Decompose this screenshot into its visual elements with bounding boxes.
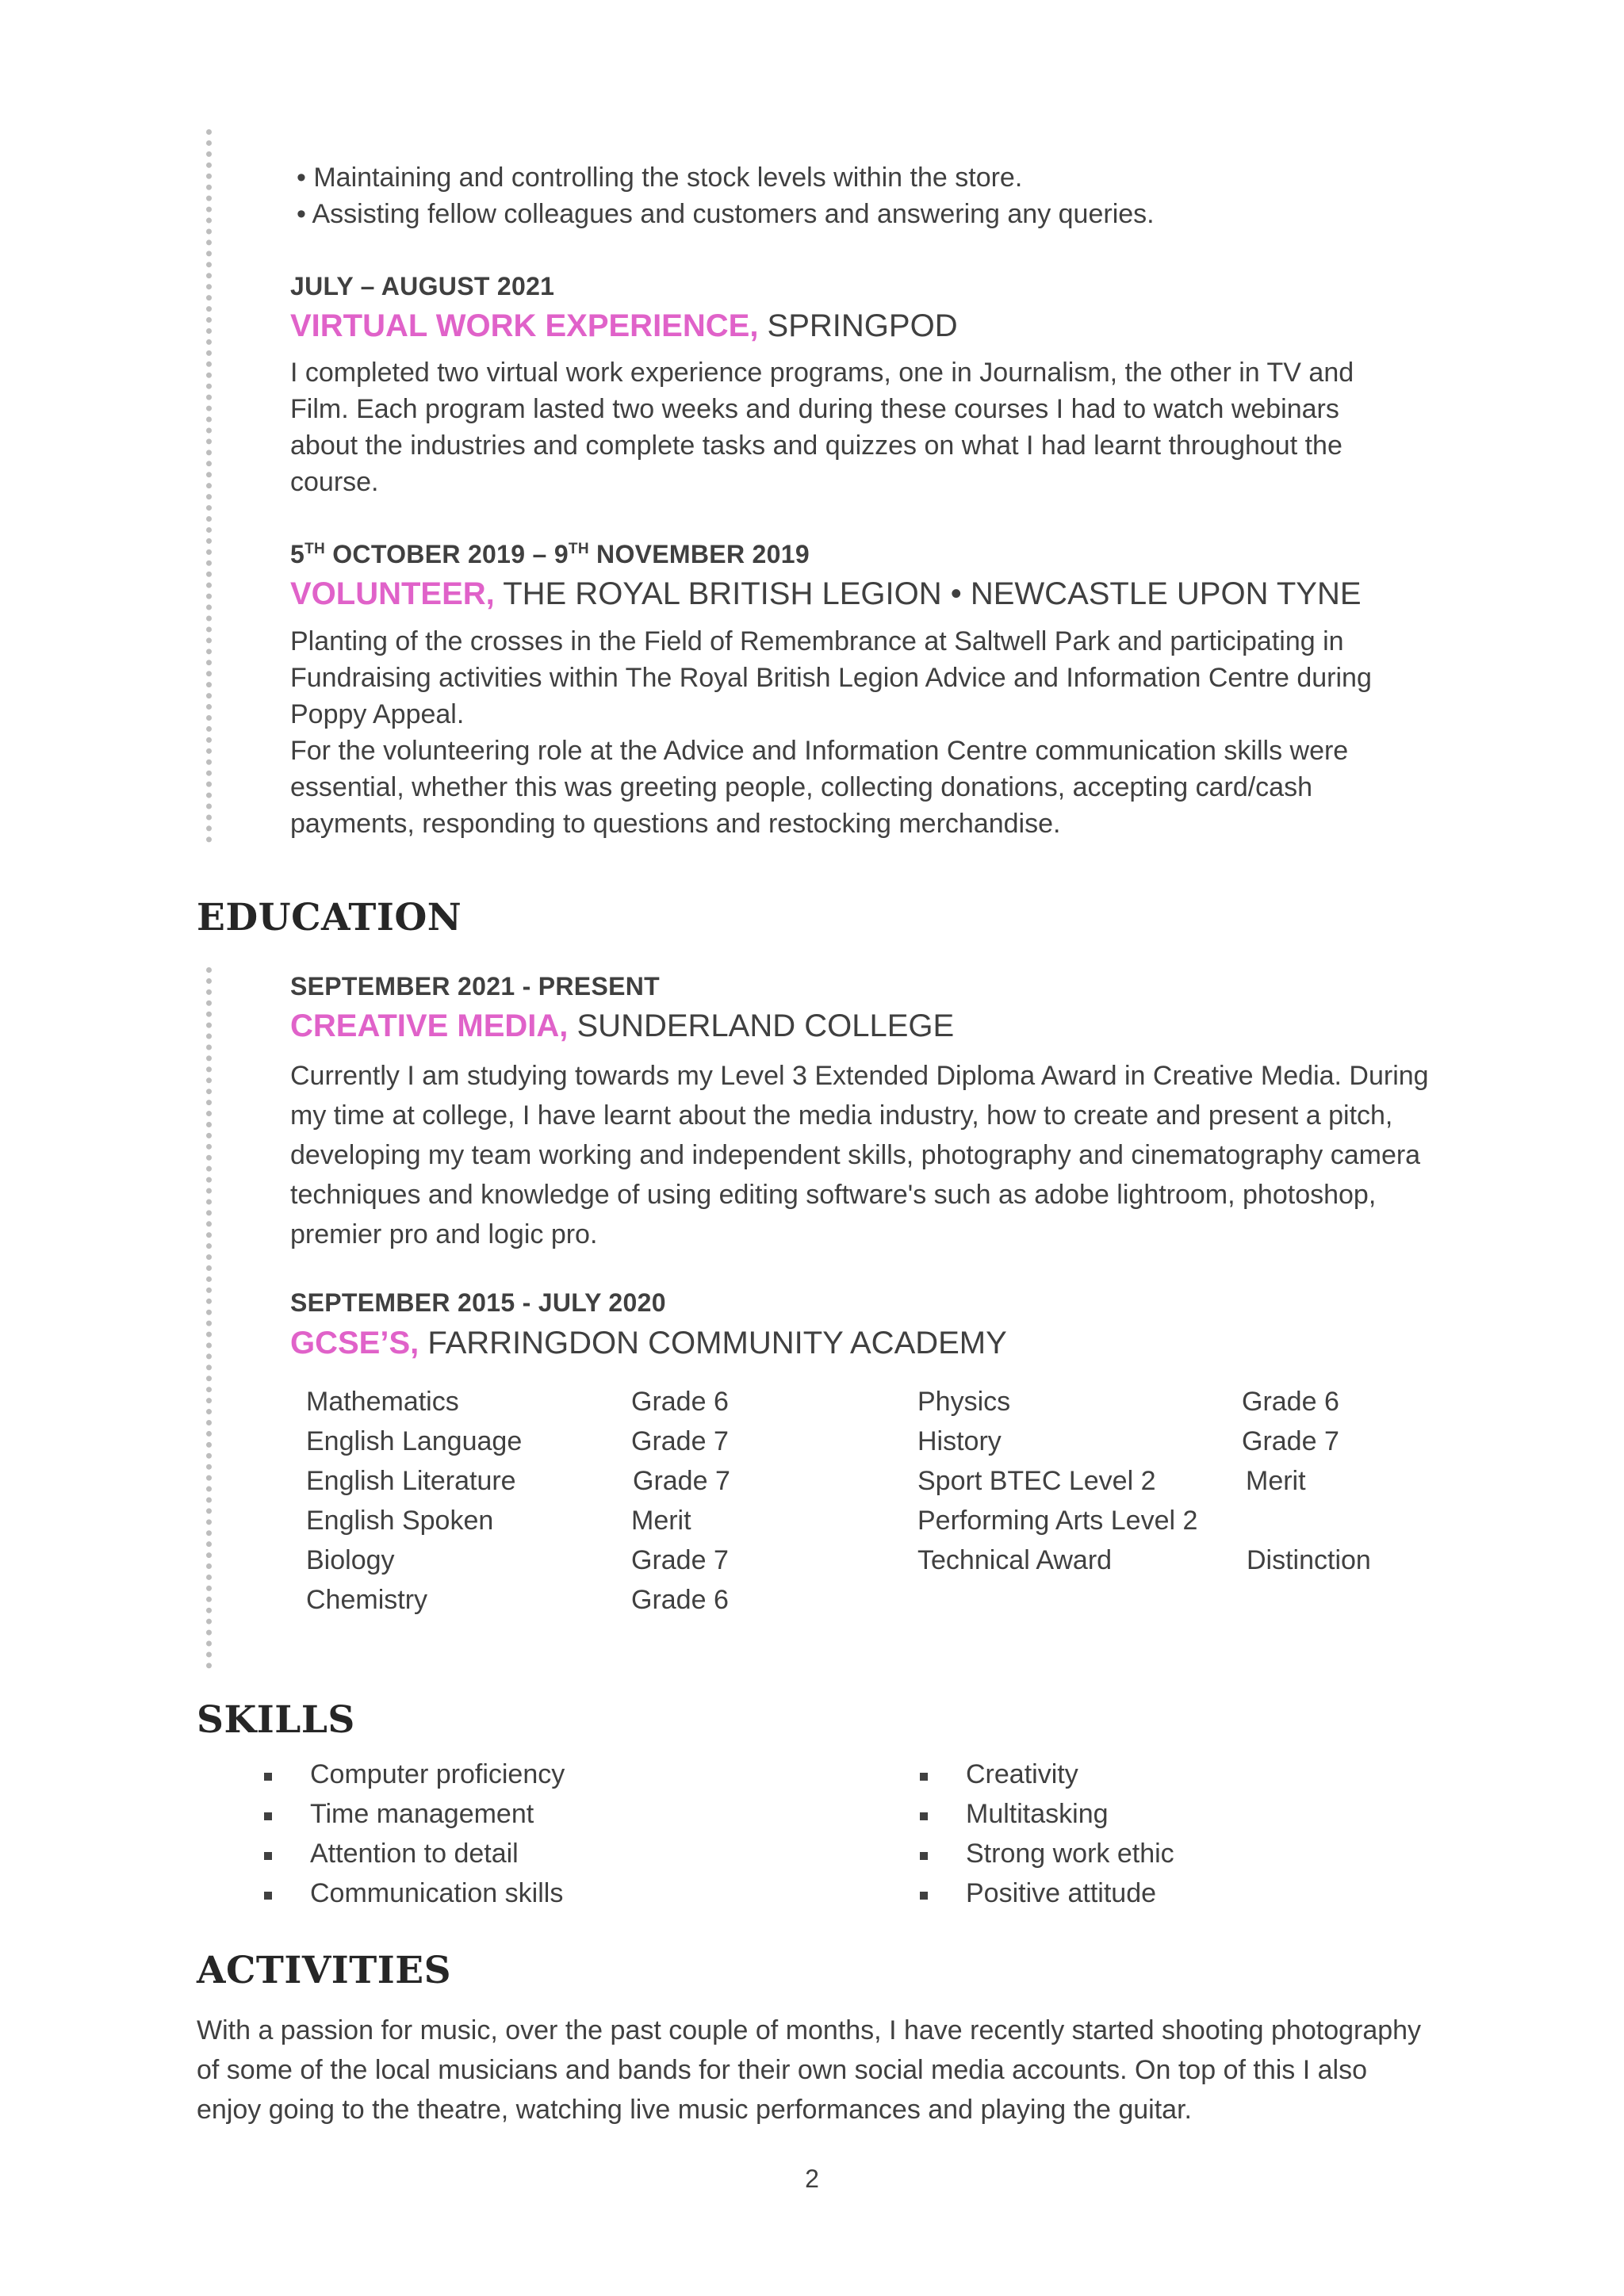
date-mid: OCTOBER 2019 – 9 — [325, 540, 569, 568]
skill-label: Time management — [310, 1799, 534, 1829]
entry-date: SEPTEMBER 2021 - PRESENT — [290, 972, 660, 1001]
experience-bullet: • Maintaining and controlling the stock levels within the store. — [297, 163, 1023, 193]
grade-subject: Performing Arts Level 2 — [917, 1506, 1198, 1536]
grade-subject: Chemistry — [306, 1585, 428, 1615]
section-heading-education: EDUCATION — [197, 896, 462, 939]
skill-item — [966, 1759, 1078, 1790]
bullet-square-icon — [264, 1812, 272, 1820]
page-number: 2 — [805, 2164, 819, 2193]
grade-subject: English Language — [306, 1426, 523, 1456]
entry-date — [290, 540, 810, 569]
entry-description — [290, 623, 1412, 842]
skill-label: Positive attitude — [966, 1878, 1157, 1908]
entry-role — [290, 1008, 954, 1044]
grade-subject: Physics — [917, 1387, 1011, 1417]
section-heading-skills: SKILLS — [197, 1698, 355, 1742]
skill-label: Attention to detail — [310, 1839, 519, 1869]
activities-text: With a passion for music, over the past couple of months, I have recently started shooting photography of some of the local musicians and bands for their own social media accounts. On top of this I also enjoy going to the theatre, watching live music performances and playing the guitar. — [197, 2015, 1422, 2125]
grade-subject: Technical Award — [917, 1545, 1113, 1575]
role-title: VOLUNTEER, — [290, 576, 495, 611]
section-heading-activities: ACTIVITIES — [197, 1949, 452, 1992]
grade-value: Distinction — [1247, 1545, 1371, 1575]
grade-value: Merit — [1246, 1466, 1306, 1496]
skill-item — [310, 1799, 534, 1830]
date-suffix: TH — [568, 541, 589, 557]
role-title: VIRTUAL WORK EXPERIENCE, — [290, 308, 759, 343]
bullet-square-icon — [264, 1773, 272, 1781]
grade-subject: History — [917, 1426, 1002, 1456]
grade-value: Grade 7 — [633, 1466, 730, 1496]
bullet-square-icon — [920, 1892, 928, 1900]
skill-item — [966, 1878, 1156, 1909]
role-org: THE ROYAL BRITISH LEGION • NEWCASTLE UPON TYNE — [494, 576, 1362, 611]
grade-value: Grade 7 — [1242, 1426, 1339, 1456]
role-title: CREATIVE MEDIA, — [290, 1008, 569, 1043]
entry-date: JULY – AUGUST 2021 — [290, 272, 555, 300]
grade-value: Grade 6 — [631, 1387, 729, 1417]
skill-label: Creativity — [966, 1759, 1078, 1789]
entry-role — [290, 1326, 1007, 1361]
grade-value: Grade 7 — [631, 1545, 729, 1575]
experience-bullet: • Assisting fellow colleagues and customers and answering any queries. — [297, 199, 1155, 229]
bullet-square-icon — [920, 1773, 928, 1781]
skill-label: Multitasking — [966, 1799, 1109, 1829]
skill-label: Computer proficiency — [310, 1759, 565, 1789]
role-title: GCSE’S, — [290, 1326, 419, 1360]
skill-label: Strong work ethic — [966, 1839, 1174, 1869]
date-end: NOVEMBER 2019 — [588, 540, 810, 568]
date-day: 5 — [290, 540, 305, 568]
experience-timeline — [206, 129, 212, 843]
grade-value: Grade 7 — [631, 1426, 729, 1456]
grade-subject: English Literature — [306, 1466, 516, 1496]
grade-subject: Biology — [306, 1545, 395, 1575]
entry-description: Currently I am studying towards my Level 3 Extended Diploma Award in Creative Media. During my time at college, I have learnt about the media industry, how to create and present a pitch, developing my team working and independent skills, photography and cinematography camera techniques and knowledge of using editing software's such as adobe lightroom, photoshop, premier pro and logic pro. — [290, 1061, 1429, 1249]
description-paragraph: Planting of the crosses in the Field of Remembrance at Saltwell Park and participating in Fundraising activities within The Royal British Legion Advice and Information Centre during Poppy Appeal. — [290, 626, 1372, 729]
role-org: SPRINGPOD — [758, 308, 958, 343]
role-org: SUNDERLAND COLLEGE — [568, 1008, 955, 1043]
grade-value: Merit — [631, 1506, 691, 1536]
bullet-square-icon — [264, 1892, 272, 1900]
entry-date: SEPTEMBER 2015 - JULY 2020 — [290, 1288, 666, 1317]
grade-subject: English Spoken — [306, 1506, 494, 1536]
grade-subject: Mathematics — [306, 1387, 459, 1417]
grade-value: Grade 6 — [631, 1585, 729, 1615]
grade-subject: Sport BTEC Level 2 — [917, 1466, 1156, 1496]
entry-role — [290, 308, 958, 344]
skill-item — [310, 1839, 519, 1869]
skill-item — [310, 1878, 563, 1909]
gcse-grades-table — [0, 1382, 1624, 1636]
bullet-square-icon — [920, 1812, 928, 1820]
date-suffix: TH — [304, 541, 326, 557]
entry-role — [290, 576, 1362, 612]
bullet-square-icon — [264, 1852, 272, 1860]
description-paragraph: For the volunteering role at the Advice and Information Centre communication skills were essential, whether this was greeting people, collecting donations, accepting card/cash payments, responding to questions and restocking merchandise. — [290, 736, 1349, 839]
skill-item — [966, 1799, 1109, 1830]
skill-item — [310, 1759, 565, 1790]
bullet-square-icon — [920, 1852, 928, 1860]
grade-value: Grade 6 — [1242, 1387, 1339, 1417]
entry-description: I completed two virtual work experience programs, one in Journalism, the other in TV and Film. Each program lasted two weeks and during these courses I had to watch webinars about the industries and complete tasks and quizzes on what I had learnt throughout the course. — [290, 358, 1354, 497]
skill-item — [966, 1839, 1174, 1869]
skill-label: Communication skills — [310, 1878, 564, 1908]
role-org: FARRINGDON COMMUNITY ACADEMY — [419, 1326, 1007, 1360]
